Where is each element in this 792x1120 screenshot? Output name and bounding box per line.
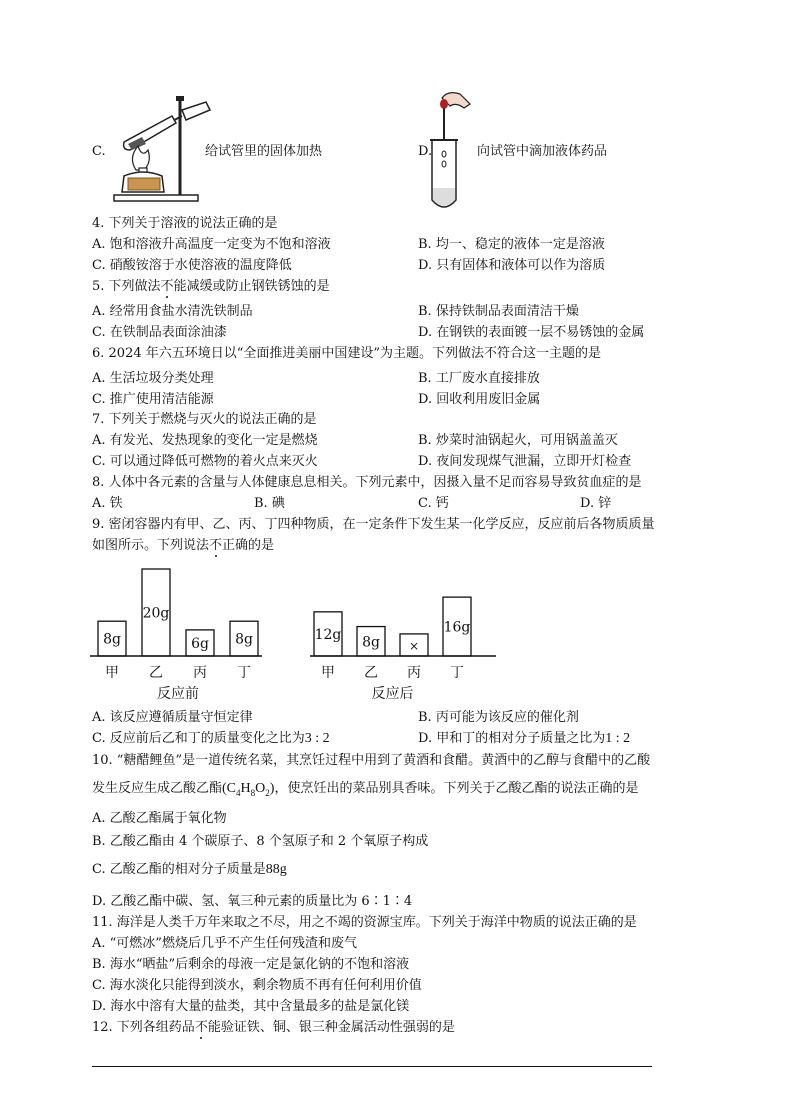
q11-stem: 11. 海洋是人类千万年来取之不尽，用之不竭的资源宝库。下列关于海洋中物质的说法正确的是 xyxy=(92,915,637,930)
q8-option-b: B. 碘 xyxy=(254,496,285,511)
bar-value-label: 6g xyxy=(191,635,209,652)
q11-option-c: C. 海水淡化只能得到淡水，剩余物质不再有任何利用价值 xyxy=(92,978,422,993)
category-label: 丁 xyxy=(237,665,251,681)
category-label: 甲 xyxy=(105,665,119,681)
q9-option-b: B. 丙可能为该反应的催化剂 xyxy=(418,710,579,725)
q9-stem-line1: 9. 密闭容器内有甲、乙、丙、丁四种物质，在一定条件下发生某一化学反应，反应前后各物质质量 xyxy=(92,517,655,532)
chart-title: 反应后 xyxy=(371,686,414,702)
q6-option-a: A. 生活垃圾分类处理 xyxy=(92,371,214,386)
q8-option-d: D. 锌 xyxy=(580,496,612,511)
q4-option-b: B. 均一、稳定的液体一定是溶液 xyxy=(418,237,605,252)
q10-option-d: D. 乙酸乙酯中碳、氢、氧三种元素的质量比为 6∶1∶4 xyxy=(92,894,413,909)
q3-option-d-text: 向试管中滴加液体药品 xyxy=(477,144,608,159)
q11-option-d: D. 海水中溶有大量的盐类，其中含量最多的盐是氯化镁 xyxy=(92,999,410,1014)
q7-option-b: B. 炒菜时油锅起火，可用锅盖盖灭 xyxy=(418,433,618,448)
q8-option-a: A. 铁 xyxy=(92,496,123,511)
q9-option-d: D. 甲和丁的相对分子质量之比为1 : 2 xyxy=(418,731,631,746)
q4-option-c: C. 硝酸铵溶于水使溶液的温度降低 xyxy=(92,258,292,273)
page-bottom-rule xyxy=(92,1066,652,1067)
q6-option-b: B. 工厂废水直接排放 xyxy=(418,371,540,386)
bar-value-label: 20g xyxy=(142,605,170,622)
category-label: 乙 xyxy=(364,665,378,681)
category-label: 乙 xyxy=(149,665,163,681)
chart-title: 反应前 xyxy=(157,686,199,702)
q7-stem: 7. 下列关于燃烧与灭火的说法正确的是 xyxy=(92,412,317,427)
q5-option-b: B. 保持铁制品表面清洁干燥 xyxy=(418,304,579,319)
q10-option-b: B. 乙酸乙酯由 4 个碳原子、8 个氢原子和 2 个氧原子构成 xyxy=(92,834,429,849)
chart-after-reaction xyxy=(310,570,510,705)
category-label: 甲 xyxy=(321,665,335,681)
q8-stem: 8. 人体中各元素的含量与人体健康息息相关。下列元素中，因摄入量不足而容易导致贫血症的是 xyxy=(92,475,642,490)
q9-option-c: C. 反应前后乙和丁的质量变化之比为3 : 2 xyxy=(92,731,330,746)
q10-option-a: A. 乙酸乙酯属于氧化物 xyxy=(92,811,227,826)
q3-option-c-text: 给试管里的固体加热 xyxy=(205,144,323,159)
category-label: 丙 xyxy=(407,665,421,681)
bar-value-label: 8g xyxy=(103,631,121,648)
q11-option-b: B. 海水“晒盐”后剩余的母液一定是氯化钠的不饱和溶液 xyxy=(92,957,410,972)
q5-option-a: A. 经常用食盐水清洗铁制品 xyxy=(92,304,253,319)
q6-stem: 6. 2024 年六五环境日以“全面推进美丽中国建设”为主题。下列做法不符合这一主题的是 xyxy=(92,346,602,361)
q3-option-c-letter: C. xyxy=(92,144,106,159)
q4-stem: 4. 下列关于溶液的说法正确的是 xyxy=(92,216,278,231)
q7-option-d: D. 夜间发现煤气泄漏，立即开灯检查 xyxy=(418,454,632,469)
q9-option-a: A. 该反应遵循质量守恒定律 xyxy=(92,710,253,725)
q4-option-d: D. 只有固体和液体可以作为溶质 xyxy=(418,258,606,273)
q8-option-c: C. 钙 xyxy=(418,496,449,511)
q6-option-d: D. 回收利用废旧金属 xyxy=(418,392,541,407)
q10-option-c: C. 乙酸乙酯的相对分子质量是88g xyxy=(92,862,287,877)
q7-option-a: A. 有发光、发热现象的变化一定是燃烧 xyxy=(92,433,318,448)
emphasis-dot: 不 xyxy=(209,538,223,553)
q9-stem-line2: 如图所示。下列说法不正确的是 xyxy=(92,538,275,553)
category-label: 丁 xyxy=(450,665,464,681)
bar-value-label: × xyxy=(408,638,420,653)
q12-stem: 12. 下列各组药品不能验证铁、铜、银三种金属活动性强弱的是 xyxy=(92,1020,455,1035)
emphasis-dot: 不 xyxy=(194,1020,208,1035)
bar-value-label: 8g xyxy=(362,634,380,651)
q4-option-a: A. 饱和溶液升高温度一定变为不饱和溶液 xyxy=(92,237,331,252)
bar-value-label: 12g xyxy=(314,626,342,643)
q10-stem-line1: 10. “糖醋鲤鱼”是一道传统名菜，其烹饪过程中用到了黄酒和食醋。黄酒中的乙醇与食醋中的乙酸 xyxy=(92,753,651,768)
alcohol-lamp-heating-apparatus xyxy=(108,92,213,204)
chart-before-reaction xyxy=(90,555,280,705)
dropper-test-tube-apparatus xyxy=(430,90,474,216)
q5-stem: 5. 下列做法不能减缓或防止钢铁锈蚀的是 xyxy=(92,279,330,294)
q5-option-c: C. 在铁制品表面涂油漆 xyxy=(92,325,227,340)
ethyl-acetate-formula: $(C_4H_8O_2)$ xyxy=(222,781,275,798)
bar-value-label: 16g xyxy=(443,619,471,636)
emphasis-dot: 不 xyxy=(160,279,174,294)
q6-option-c: C. 推广使用清洁能源 xyxy=(92,392,214,407)
category-label: 丙 xyxy=(193,665,207,681)
bar-value-label: 8g xyxy=(235,631,253,648)
q11-option-a: A. “可燃冰”燃烧后几乎不产生任何残渣和废气 xyxy=(92,936,357,951)
q7-option-c: C. 可以通过降低可燃物的着火点来灭火 xyxy=(92,454,318,469)
q5-option-d: D. 在钢铁的表面镀一层不易锈蚀的金属 xyxy=(418,325,645,340)
q10-stem-line2: 发生反应生成乙酸乙酯$(C_4H_8O_2)$，使烹饪出的菜品别具香味。下列关于乙酸乙酯的说法正确的是 xyxy=(92,781,639,798)
q3-option-d-letter: D. xyxy=(418,144,433,159)
